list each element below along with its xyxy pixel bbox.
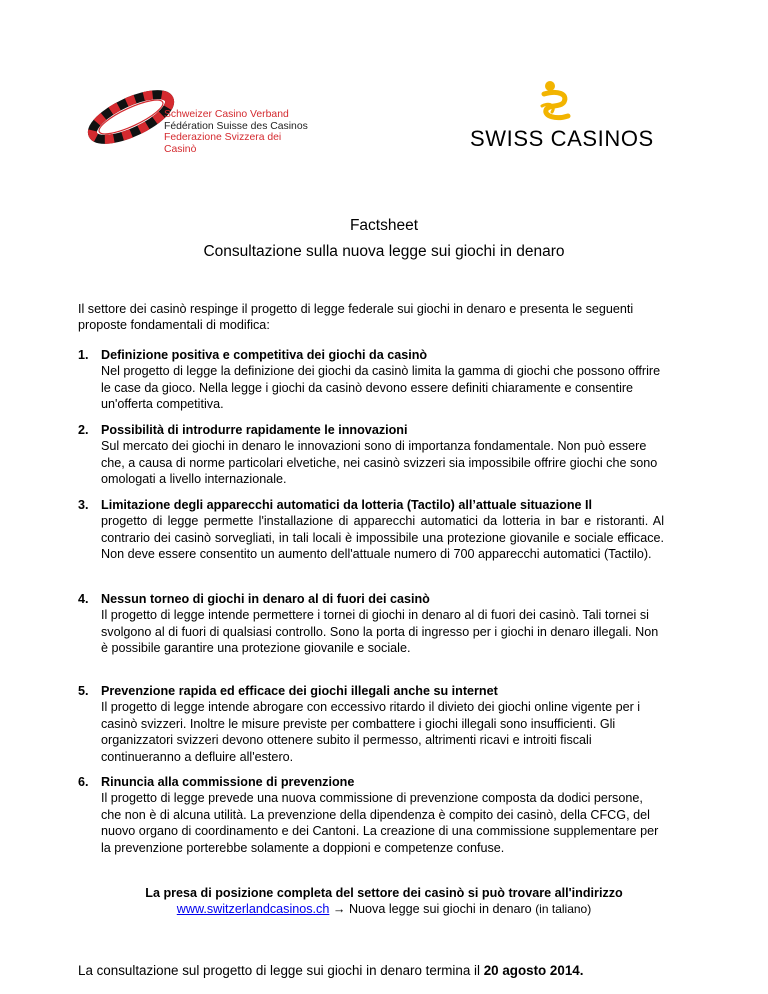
footer-note (78, 963, 583, 978)
item-number: 6. (78, 775, 89, 789)
list-item (78, 497, 688, 563)
item-body: Nel progetto di legge la definizione dei giochi da casinò limita la gamma di giochi che possono offrire le case da gioco. Nella legge i giochi da casinò devono essere definiti chiaramente e consentire un'offerta competitiva. (101, 364, 661, 412)
link-suffix: Nuova legge sui giochi in denaro (348, 902, 532, 917)
item-number: 3. (78, 498, 89, 512)
website-link[interactable]: www.switzerlandcasinos.ch (176, 902, 330, 917)
logo-line-it: Federazione Svizzera dei Casinò (164, 132, 282, 155)
roulette-ring-icon (86, 82, 176, 152)
scv-logo (86, 82, 316, 155)
item-heading: Definizione positiva e competitiva dei giochi da casinò (101, 348, 428, 362)
arrow-icon: → (332, 902, 346, 917)
item-body: Il progetto di legge prevede una nuova commissione di prevenzione composta da dodici persone, che non è di alcuna utilità. La prevenzione della dipendenza è compito dei casinò, della CFCG, del nuovo organo di coordinamento e dei Cantoni. La creazione di una commissione supplementare per la prevenzione porterebbe solamente a doppioni e competenze confuse. (101, 791, 659, 855)
logo-line-fr: Fédération Suisse des Casinos (164, 120, 308, 132)
list-item (78, 422, 688, 488)
item-body: Sul mercato dei giochi in denaro le innovazioni sono di importanza fondamentale. Non può essere che, a causa di norme particolari elvetiche, nei casinò svizzeri sia impossibile offrire giochi che sono omologati a livello internazionale. (101, 439, 658, 487)
page-subtitle: Consultazione sulla nuova legge sui giochi in denaro (203, 243, 565, 260)
list-item (78, 683, 688, 765)
item-heading: Limitazione degli apparecchi automatici da lotteria (Tactilo) all’attuale situazione Il (101, 498, 593, 512)
item-number: 4. (78, 592, 89, 606)
footer-text: La consultazione sul progetto di legge sui giochi in denaro termina il (78, 963, 480, 978)
page-title: Factsheet (349, 217, 419, 234)
footer-date: 20 agosto 2014. (483, 963, 584, 978)
language-note: (in taliano) (535, 902, 592, 917)
list-item (78, 774, 688, 856)
item-heading: Nessun torneo di giochi in denaro al di fuori dei casinò (101, 592, 430, 606)
item-body: Il progetto di legge intende permettere i tornei di giochi in denaro al di fuori dei casinò. Tali tornei si svolgono al di fuori di qualsiasi controllo. Sono la porta di ingresso per i giochi in denaro illegali. Non è possibile garantire una protezione giovanile e sociale. (101, 608, 659, 656)
list-item (78, 591, 688, 657)
item-heading: Prevenzione rapida ed efficace dei giochi illegali anche su internet (101, 684, 498, 698)
item-number: 2. (78, 423, 89, 437)
item-number: 5. (78, 684, 89, 698)
closing-link-line (0, 901, 768, 917)
item-number: 1. (78, 348, 89, 362)
list-item (78, 347, 688, 413)
swiss-casinos-emblem-icon (538, 80, 578, 126)
logo-line-de: Schweizer Casino Verband (164, 109, 289, 120)
swiss-casinos-logo (470, 80, 670, 155)
item-heading: Rinuncia alla commissione di prevenzione (101, 775, 355, 789)
closing-statement (0, 885, 768, 918)
item-body: progetto di legge permette l'installazione di apparecchi automatici da lotteria in bar e ristoranti. Al contrario dei casinò sorvegliati, in tali locali è impossibile una protezione giovanile e sociale efficace. Non deve essere consentito un aumento dell'attuale numero di 700 apparecchi automatici (Tactilo). (101, 514, 664, 562)
closing-bold-line: La presa di posizione completa del settore dei casinò si può trovare all'indirizzo (145, 886, 623, 900)
item-heading: Possibilità di introdurre rapidamente le innovazioni (101, 423, 408, 437)
swiss-casinos-wordmark: SWISS CASINOS (470, 126, 654, 151)
item-body: Il progetto di legge intende abrogare con eccessivo ritardo il divieto dei giochi online vigente per i casinò svizzeri. Inoltre le misure previste per combattere i giochi illegali sono insufficienti. Gli organizzatori svizzeri devono ottenere subito il permesso, altrimenti ricavi e introiti fiscali continueranno a defluire all'estero. (101, 700, 641, 764)
intro-paragraph: Il settore dei casinò respinge il progetto di legge federale sui giochi in denaro e presenta le seguenti proposte fondamentali di modifica: (78, 302, 634, 333)
